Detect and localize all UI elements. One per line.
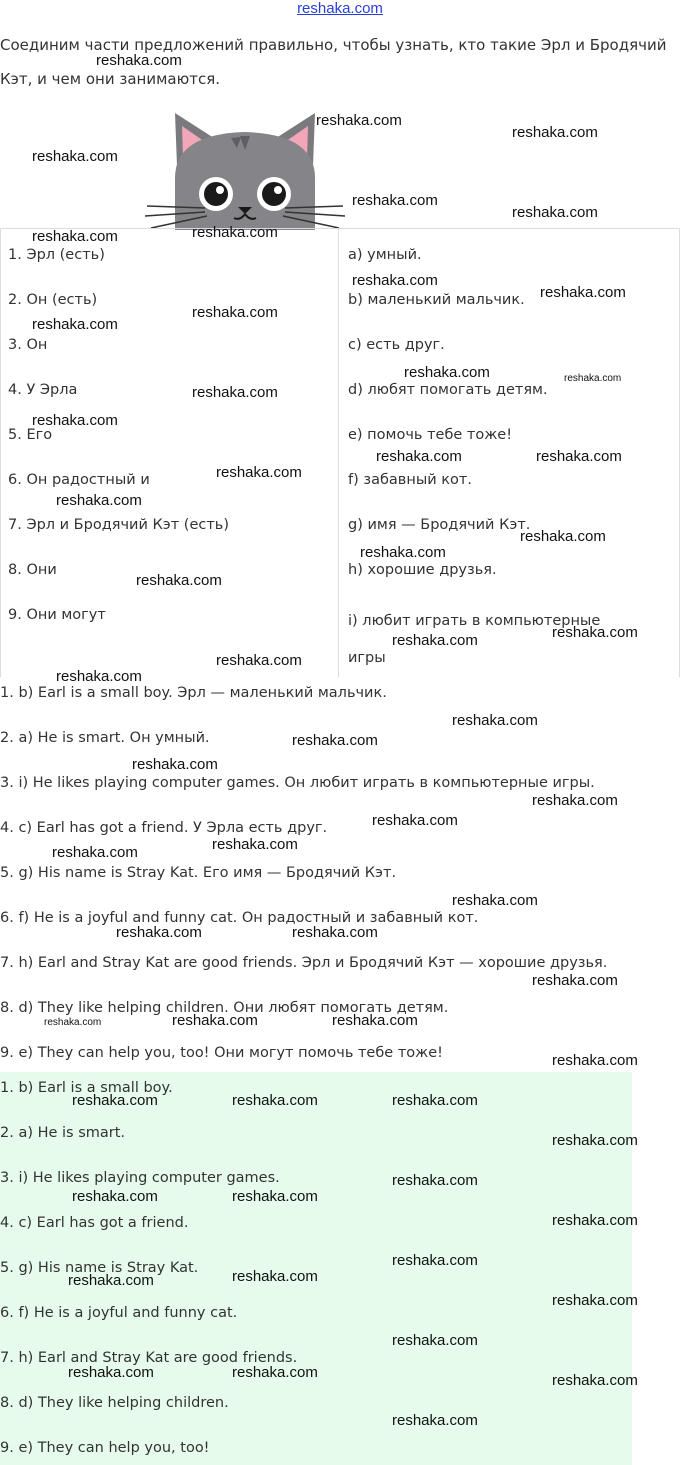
right-part: c) есть друг. bbox=[348, 337, 445, 353]
watermark: reshaka.com bbox=[72, 1092, 158, 1109]
watermark: reshaka.com bbox=[376, 448, 462, 465]
watermark: reshaka.com bbox=[56, 492, 142, 509]
english-answer: 6. f) He is a joyful and funny cat. bbox=[0, 1305, 238, 1321]
watermark: reshaka.com bbox=[512, 124, 598, 141]
answer-line: 3. i) He likes playing computer games. Он любит играть в компьютерные игры. bbox=[0, 775, 595, 791]
watermark: reshaka.com bbox=[540, 284, 626, 301]
watermark: reshaka.com bbox=[232, 1092, 318, 1109]
english-answer: 4. c) Earl has got a friend. bbox=[0, 1215, 189, 1231]
right-part: e) помочь тебе тоже! bbox=[348, 427, 513, 443]
watermark: reshaka.com bbox=[316, 112, 402, 129]
watermark: reshaka.com bbox=[372, 812, 458, 829]
watermark: reshaka.com bbox=[68, 1272, 154, 1289]
answer-line: 9. e) They can help you, too! Они могут помочь тебе тоже! bbox=[0, 1045, 443, 1061]
watermark: reshaka.com bbox=[96, 52, 182, 69]
watermark: reshaka.com bbox=[392, 1252, 478, 1269]
english-answer: 9. e) They can help you, too! bbox=[0, 1440, 210, 1456]
watermark: reshaka.com bbox=[212, 836, 298, 853]
watermark: reshaka.com bbox=[392, 632, 478, 649]
english-answer: 7. h) Earl and Stray Kat are good friends. bbox=[0, 1350, 298, 1366]
answer-line: 2. a) He is smart. Он умный. bbox=[0, 730, 210, 746]
english-answer: 1. b) Earl is a small boy. bbox=[0, 1080, 173, 1096]
left-part: 8. Они bbox=[8, 562, 57, 578]
watermark: reshaka.com bbox=[172, 1012, 258, 1029]
answer-line: 8. d) They like helping children. Они любят помогать детям. bbox=[0, 1000, 449, 1016]
right-part: d) любят помогать детям. bbox=[348, 382, 548, 398]
watermark: reshaka.com bbox=[392, 1172, 478, 1189]
left-part: 2. Он (есть) bbox=[8, 292, 98, 308]
watermark: reshaka.com bbox=[192, 224, 278, 241]
watermark: reshaka.com bbox=[360, 544, 446, 561]
answer-line: 5. g) His name is Stray Kat. Его имя — Бродячий Кэт. bbox=[0, 865, 397, 881]
left-part: 4. У Эрла bbox=[8, 382, 78, 398]
right-part: f) забавный кот. bbox=[348, 472, 472, 488]
site-link[interactable]: reshaka.com bbox=[297, 0, 383, 17]
watermark: reshaka.com bbox=[564, 373, 622, 384]
right-part: a) умный. bbox=[348, 247, 422, 263]
watermark: reshaka.com bbox=[32, 316, 118, 333]
right-part: b) маленький мальчик. bbox=[348, 292, 525, 308]
watermark: reshaka.com bbox=[32, 228, 118, 245]
watermark: reshaka.com bbox=[216, 464, 302, 481]
watermark: reshaka.com bbox=[232, 1364, 318, 1381]
watermark: reshaka.com bbox=[216, 652, 302, 669]
watermark: reshaka.com bbox=[332, 1012, 418, 1029]
watermark: reshaka.com bbox=[192, 304, 278, 321]
watermark: reshaka.com bbox=[452, 712, 538, 729]
left-part: 9. Они могут bbox=[8, 607, 106, 623]
watermark: reshaka.com bbox=[512, 204, 598, 221]
watermark: reshaka.com bbox=[452, 892, 538, 909]
answer-line: 4. c) Earl has got a friend. У Эрла есть друг. bbox=[0, 820, 328, 836]
watermark: reshaka.com bbox=[68, 1364, 154, 1381]
watermark: reshaka.com bbox=[52, 844, 138, 861]
watermark: reshaka.com bbox=[552, 1132, 638, 1149]
watermark: reshaka.com bbox=[292, 732, 378, 749]
watermark: reshaka.com bbox=[552, 1052, 638, 1069]
watermark: reshaka.com bbox=[532, 792, 618, 809]
watermark: reshaka.com bbox=[136, 572, 222, 589]
watermark: reshaka.com bbox=[404, 364, 490, 381]
watermark: reshaka.com bbox=[132, 756, 218, 773]
right-part: g) имя — Бродячий Кэт. bbox=[348, 517, 531, 533]
watermark: reshaka.com bbox=[552, 1372, 638, 1389]
watermark: reshaka.com bbox=[520, 528, 606, 545]
left-part: 6. Он радостный и bbox=[8, 472, 150, 488]
english-answer: 5. g) His name is Stray Kat. bbox=[0, 1260, 199, 1276]
watermark: reshaka.com bbox=[352, 192, 438, 209]
watermark: reshaka.com bbox=[536, 448, 622, 465]
watermark: reshaka.com bbox=[292, 924, 378, 941]
watermark: reshaka.com bbox=[392, 1332, 478, 1349]
left-part: 1. Эрл (есть) bbox=[8, 247, 105, 263]
left-part: 5. Его bbox=[8, 427, 53, 443]
watermark: reshaka.com bbox=[552, 1212, 638, 1229]
answer-line: 6. f) He is a joyful and funny cat. Он радостный и забавный кот. bbox=[0, 910, 479, 926]
watermark: reshaka.com bbox=[552, 1292, 638, 1309]
watermark: reshaka.com bbox=[116, 924, 202, 941]
english-answer: 3. i) He likes playing computer games. bbox=[0, 1170, 280, 1186]
watermark: reshaka.com bbox=[32, 412, 118, 429]
left-part: 3. Он bbox=[8, 337, 48, 353]
cat-illustration bbox=[145, 108, 345, 230]
watermark: reshaka.com bbox=[552, 624, 638, 641]
watermark: reshaka.com bbox=[232, 1268, 318, 1285]
watermark: reshaka.com bbox=[72, 1188, 158, 1205]
watermark: reshaka.com bbox=[32, 148, 118, 165]
english-answer: 2. a) He is smart. bbox=[0, 1125, 126, 1141]
english-answer: 8. d) They like helping children. bbox=[0, 1395, 229, 1411]
watermark: reshaka.com bbox=[392, 1092, 478, 1109]
watermark: reshaka.com bbox=[232, 1188, 318, 1205]
left-part: 7. Эрл и Бродячий Кэт (есть) bbox=[8, 517, 229, 533]
watermark: reshaka.com bbox=[532, 972, 618, 989]
intro-text: Соединим части предложений правильно, чтобы узнать, кто такие Эрл и Бродячий Кэт, и чем они занимаются. bbox=[0, 36, 667, 88]
watermark: reshaka.com bbox=[352, 272, 438, 289]
right-part: i) любит играть в компьютерные игры bbox=[348, 613, 601, 666]
watermark: reshaka.com bbox=[44, 1017, 102, 1028]
watermark: reshaka.com bbox=[392, 1412, 478, 1429]
right-part: h) хорошие друзья. bbox=[348, 562, 497, 578]
answer-line: 1. b) Earl is a small boy. Эрл — маленький мальчик. bbox=[0, 685, 387, 701]
watermark: reshaka.com bbox=[56, 668, 142, 685]
watermark: reshaka.com bbox=[192, 384, 278, 401]
answer-line: 7. h) Earl and Stray Kat are good friends. Эрл и Бродячий Кэт — хорошие друзья. bbox=[0, 955, 608, 971]
